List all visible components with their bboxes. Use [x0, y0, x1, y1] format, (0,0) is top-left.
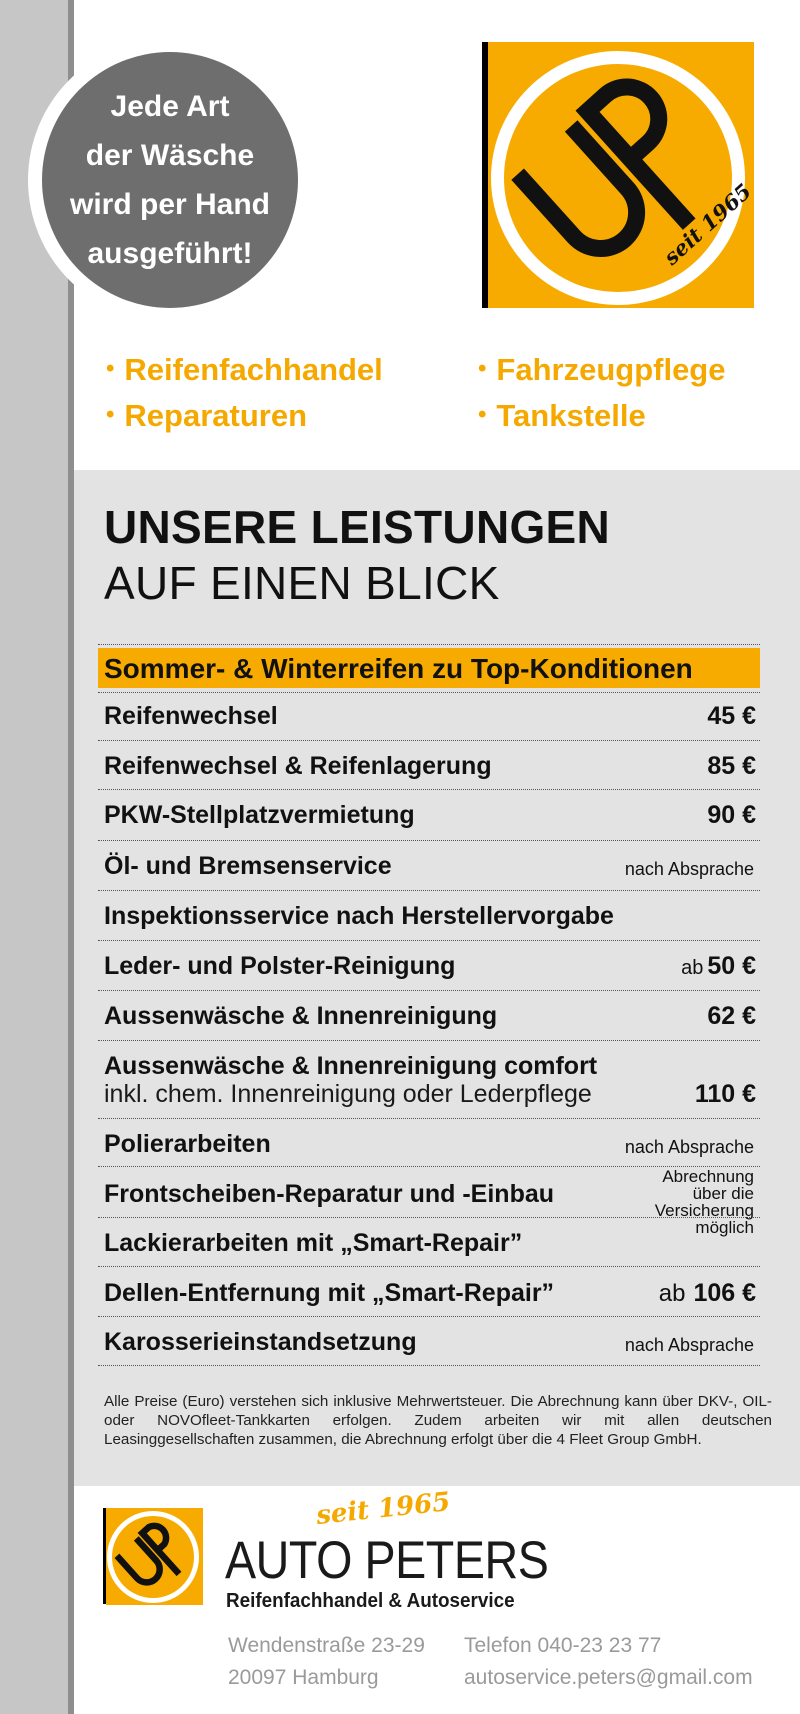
brand-name: AUTO PETERS	[225, 1531, 549, 1590]
category-item: • Fahrzeugpflege	[478, 352, 726, 387]
insurance-note: Abrechnung über die Versicherung möglich	[654, 1167, 754, 1237]
row-divider	[98, 644, 760, 645]
service-label: Dellen-Entfernung mit „Smart-Repair”	[104, 1279, 555, 1307]
row-divider	[98, 1040, 760, 1041]
address-street: Wendenstraße 23-29	[228, 1634, 425, 1657]
service-label: Frontscheiben-Reparatur und -Einbau	[104, 1180, 555, 1208]
category-item: • Reparaturen	[106, 398, 308, 433]
row-divider	[98, 1365, 760, 1366]
highlight-text: Sommer- & Winterreifen zu Top-Konditionen	[104, 653, 693, 684]
service-note: nach Absprache	[624, 1137, 754, 1157]
row-divider	[98, 1166, 760, 1167]
service-label: Karosserieinstandsetzung	[104, 1328, 417, 1356]
address-city: 20097 Hamburg	[228, 1666, 379, 1689]
service-label: Reifenwechsel	[104, 702, 278, 730]
logo-since: seit 1965	[658, 178, 757, 270]
service-label: Reifenwechsel & Reifenlagerung	[104, 752, 492, 780]
phone-number: Telefon 040-23 23 77	[464, 1634, 662, 1657]
services-subheading: AUF EINEN BLICK	[104, 557, 500, 609]
brand-tagline: Reifenfachhandel & Autoservice	[226, 1589, 515, 1612]
category-item: • Tankstelle	[478, 398, 646, 433]
service-price: 45 €	[707, 702, 756, 730]
badge-line: Jede Art	[110, 90, 230, 123]
service-label: Polierarbeiten	[104, 1130, 271, 1158]
row-divider	[98, 789, 760, 790]
service-note: nach Absprache	[624, 1335, 754, 1355]
service-price: ab 50 €	[681, 952, 756, 980]
service-sublabel: inkl. chem. Innenreinigung oder Lederpflege	[104, 1080, 592, 1108]
row-divider	[98, 692, 760, 693]
row-divider	[98, 890, 760, 891]
up-logo-small-icon	[103, 1508, 203, 1608]
services-heading: UNSERE LEISTUNGEN	[104, 501, 611, 553]
price-footnote: Alle Preise (Euro) verstehen sich inklusive Mehrwertsteuer. Die Abrechnung kann über DKV-, OIL- oder NOVOfleet-Tankkarten erfolgen. Zudem arbeiten wir mit allen deutschen Leasinggesellschaften zusammen, die Abrechnung erfolgt über die 4 Fleet Group GmbH.	[104, 1393, 772, 1448]
services-panel	[74, 470, 800, 1486]
email-address: autoservice.peters@gmail.com	[464, 1666, 753, 1689]
service-price: 90 €	[707, 801, 756, 829]
row-divider	[98, 1316, 760, 1317]
footer-since: seit 1965	[314, 1487, 452, 1531]
badge-line: ausgeführt!	[87, 237, 253, 270]
category-item: • Reifenfachhandel	[106, 352, 383, 387]
row-divider	[98, 940, 760, 941]
service-label: Aussenwäsche & Innenreinigung	[104, 1002, 498, 1030]
badge-line: wird per Hand	[69, 188, 271, 221]
row-divider	[98, 1118, 760, 1119]
row-divider	[98, 990, 760, 991]
service-price: ab 106 €	[658, 1279, 756, 1307]
badge-line: der Wäsche	[85, 139, 255, 172]
row-divider	[98, 1266, 760, 1267]
service-label: Aussenwäsche & Innenreinigung comfort	[104, 1052, 598, 1080]
service-label: PKW-Stellplatzvermietung	[104, 801, 415, 829]
service-price: 62 €	[707, 1002, 756, 1030]
service-price: 110 €	[694, 1080, 756, 1108]
service-label: Öl- und Bremsenservice	[104, 852, 392, 880]
service-price: 85 €	[707, 752, 756, 780]
up-logo-icon	[482, 42, 760, 320]
row-divider	[98, 740, 760, 741]
service-label: Lackierarbeiten mit „Smart-Repair”	[104, 1229, 523, 1257]
service-label: Inspektionsservice nach Herstellervorgabe	[104, 902, 614, 930]
service-note: nach Absprache	[624, 859, 754, 879]
hand-wash-badge	[42, 52, 298, 308]
row-divider	[98, 840, 760, 841]
service-label: Leder- und Polster-Reinigung	[104, 952, 456, 980]
highlight-row	[98, 648, 760, 688]
